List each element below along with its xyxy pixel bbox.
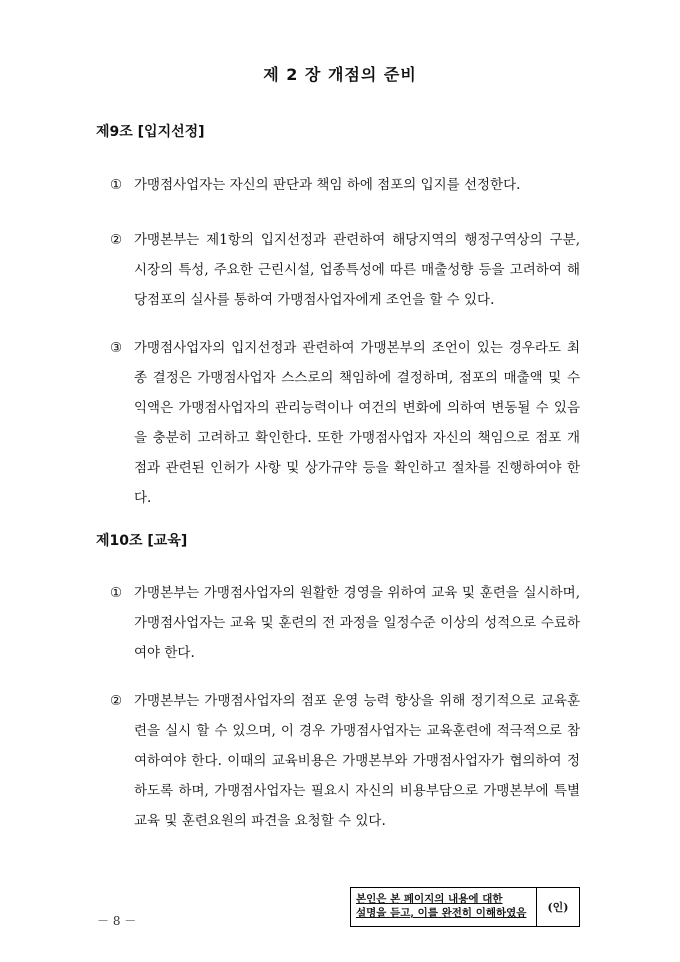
paragraph-number: ② xyxy=(110,232,123,248)
article-heading-9: 제9조 [입지선정] xyxy=(96,124,205,140)
article-10-paragraph-2 xyxy=(110,686,580,836)
article-9-paragraph-1 xyxy=(110,170,580,200)
paragraph-text: 가맹본부는 제1항의 입지선정과 관련하여 해당지역의 행정구역상의 구분, 시장의 특성, 주요한 근린시설, 업종특성에 따른 매출성향 등을 고려하여 해당점포의 실사를 통하여 가맹점사업자에게 조언을 할 수 있다. xyxy=(134,232,580,308)
paragraph-number: ③ xyxy=(110,340,123,356)
article-10-paragraph-1 xyxy=(110,578,580,668)
paragraph-number: ② xyxy=(110,693,123,709)
paragraph-text: 가맹본부는 가맹점사업자의 원활한 경영을 위하여 교육 및 훈련을 실시하며, 가맹점사업자는 교육 및 훈련의 전 과정을 일정수준 이상의 성적으로 수료하여야 한다. xyxy=(134,585,580,661)
paragraph-text: 가맹본부는 가맹점사업자의 점포 운영 능력 향상을 위해 정기적으로 교육훈련을 실시 할 수 있으며, 이 경우 가맹점사업자는 교육훈련에 적극적으로 참여하여야 한다. 이때의 교육비용은 가맹본부와 가맹점사업자가 협의하여 정하도록 하며, 가맹점사업자는 필요시 자신의 비용부담으로 가맹본부에 특별교육 및 훈련요원의 파견을 요청할 수 있다. xyxy=(134,693,580,829)
paragraph-text: 가맹점사업자의 입지선정과 관련하여 가맹본부의 조언이 있는 경우라도 최종 결정은 가맹점사업자 스스로의 책임하에 결정하며, 점포의 매출액 및 수익액은 가맹점사업자의 관리능력이나 여건의 변화에 의하여 변동될 수 있음을 충분히 고려하고 확인한다. 또한 가맹점사업자 자신의 책임으로 점포 개점과 관련된 인허가 사항 및 상가규약 등을 확인하고 절차를 진행하여야 한다. xyxy=(134,340,580,506)
paragraph-text: 가맹점사업자는 자신의 판단과 책임 하에 점포의 입지를 선정한다. xyxy=(134,177,521,193)
page-number: － 8 － xyxy=(97,914,137,928)
confirmation-box xyxy=(350,887,580,927)
article-9-paragraph-2 xyxy=(110,225,580,315)
paragraph-number: ① xyxy=(110,585,123,601)
article-9-paragraph-3 xyxy=(110,333,580,513)
article-heading-10: 제10조 [교육] xyxy=(96,533,188,549)
confirmation-line-1: 본인은 본 페이지의 내용에 대한 xyxy=(356,893,503,905)
signature-seal-field[interactable]: (인) xyxy=(547,901,569,914)
confirmation-line-2: 설명을 듣고, 이를 완전히 이해하였음 xyxy=(356,907,527,919)
paragraph-number: ① xyxy=(110,177,123,193)
chapter-title: 제 2 장 개점의 준비 xyxy=(263,65,417,84)
confirmation-statement xyxy=(351,888,537,926)
